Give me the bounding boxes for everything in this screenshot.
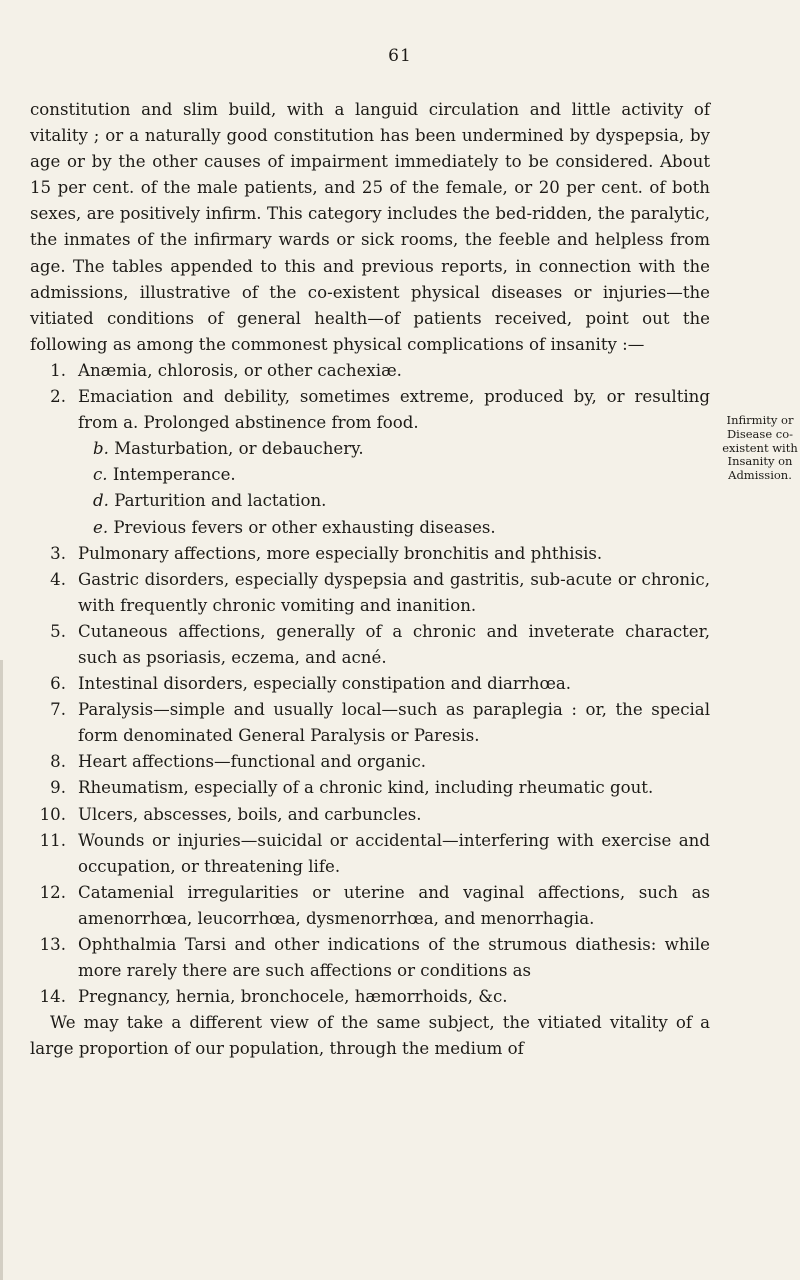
sub-item: d. Parturition and lactation. <box>93 491 327 511</box>
list-item: 8. Heart affections—functional and organic. <box>50 752 427 772</box>
sub-item: b. Masturbation, or debauchery. <box>93 439 364 459</box>
margin-note: Infirmity or Disease co-existent with Insanity on Admission. <box>722 413 798 483</box>
page-number: 61 <box>388 46 412 66</box>
list-item: 9. Rheumatism, especially of a chronic kind, including rheumatic gout. <box>50 778 654 798</box>
list-item: 7. Paralysis—simple and usually local—such as paraplegia : or, the special form denominated General Paralysis or Paresis. <box>50 700 710 746</box>
list-item: 5. Cutaneous affections, generally of a chronic and inveterate character, such as psoriasis, eczema, and acné. <box>50 621 710 667</box>
list-item: 6. Intestinal disorders, especially constipation and diarrhœa. <box>50 674 572 694</box>
list-item: 3. Pulmonary affections, more especially bronchitis and phthisis. <box>50 543 603 563</box>
list-item: 11. Wounds or injuries—suicidal or accidental—interfering with exercise and occupation, or threatening life. <box>39 830 710 876</box>
page-edge-rule <box>0 660 3 1280</box>
list-item: 13. Ophthalmia Tarsi and other indications of the strumous diathesis: while more rarely there are such affections or conditions as <box>39 935 710 981</box>
list-item: 4. Gastric disorders, especially dyspepsia and gastritis, sub-acute or chronic, with frequently chronic vomiting and inanition. <box>50 569 710 615</box>
closing-paragraph: We may take a different view of the same subject, the vitiated vitality of a large proportion of our population, through the medium of <box>30 1013 710 1059</box>
list-item: 14. Pregnancy, hernia, bronchocele, hæmorrhoids, &c. <box>39 987 508 1007</box>
sub-item: e. Previous fevers or other exhausting diseases. <box>93 517 496 537</box>
list-item: 2. Emaciation and debility, sometimes extreme, produced by, or resulting from a. Prolonged abstinence from food. <box>50 387 710 433</box>
page-body <box>30 97 710 1062</box>
list-item: 1. Anæmia, chlorosis, or other cachexiæ. <box>50 360 402 380</box>
intro-paragraph: constitution and slim build, with a languid circulation and little activity of vitality ; or a naturally good constitution has been undermined by dyspepsia, by age or by the other causes of impairment immediately to be considered. About 15 per cent. of the male patients, and 25 of the female, or 20 per cent. of both sexes, are positively infirm. This category includes the bed-ridden, the paralytic, the inmates of the infirmary wards or sick rooms, the feeble and helpless from age. The tables appended to this and previous reports, in connection with the admissions, illustrative of the co-existent physical diseases or injuries—the vitiated conditions of general health—of patients received, point out the following as among the commonest physical complications of insanity :— <box>30 100 710 354</box>
list-item: 10. Ulcers, abscesses, boils, and carbuncles. <box>39 804 422 824</box>
sub-item: c. Intemperance. <box>93 465 236 485</box>
list-item: 12. Catamenial irregularities or uterine and vaginal affections, such as amenorrhœa, leucorrhœa, dysmenorrhœa, and menorrhagia. <box>39 882 710 928</box>
